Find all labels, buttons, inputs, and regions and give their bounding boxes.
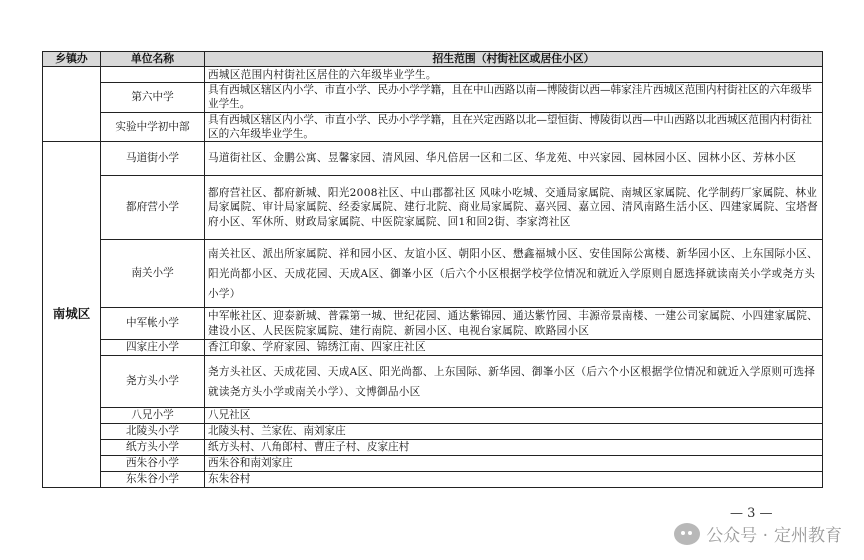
table-row [43, 112, 823, 141]
unit-cell: 四家庄小学 [101, 340, 205, 356]
table-row [43, 408, 823, 424]
unit-cell: 东朱谷小学 [101, 472, 205, 488]
scope-cell: 东朱谷村 [205, 472, 823, 488]
scope-cell: 都府营社区、都府新城、阳光2008社区、中山郡都社区 风味小吃城、交通局家属院、南城区家属院、化学制药厂家属院、林业局家属院、审计局家属院、经委家属院、建行北院、商业局家属院、嘉兴园、嘉立园、清风南路生活小区、四建家属院、宝塔督府小区、军休所、财政局家属院、中医院家属院、回1和回2街、李家湾社区 [205, 176, 823, 240]
table-row [43, 308, 823, 340]
unit-cell: 纸方头小学 [101, 440, 205, 456]
table-row [43, 424, 823, 440]
unit-cell: 第六中学 [101, 83, 205, 112]
wechat-icon [674, 523, 700, 545]
scope-cell: 西朱谷和南刘家庄 [205, 456, 823, 472]
table-row [43, 340, 823, 356]
unit-cell: 中军帐小学 [101, 308, 205, 340]
scope-cell: 尧方头社区、天成花园、天成A区、阳光尚都、上东国际、新华园、御峯小区（后六个小区根据学位情况和就近入学原则可选择就读尧方头小学或南关小学）、文博御品小区 [205, 356, 823, 408]
unit-cell [101, 67, 205, 83]
watermark [674, 521, 842, 546]
scope-cell: 马道街社区、金鹏公寓、昱馨家园、清风园、华凡倍居一区和二区、华龙苑、中兴家园、园林园小区、园林小区、芳林小区 [205, 142, 823, 176]
unit-cell: 都府营小学 [101, 176, 205, 240]
table-row [43, 440, 823, 456]
unit-cell: 马道街小学 [101, 142, 205, 176]
header-scope: 招生范围（村街社区或居住小区） [205, 52, 823, 67]
table-row [43, 142, 823, 176]
table-row [43, 240, 823, 308]
scope-cell: 中军帐社区、迎泰新城、普霖第一城、世纪花园、通达紫锦园、通达紫竹园、丰源帝景南楼、一建公司家属院、小四建家属院、建设小区、人民医院家属院、建行南院、新园小区、电视台家属院、欧路园小区 [205, 308, 823, 340]
scope-cell: 北陵头村、兰家佐、南刘家庄 [205, 424, 823, 440]
table-row [43, 456, 823, 472]
scope-cell: 八兄社区 [205, 408, 823, 424]
table-row [43, 67, 823, 83]
scope-cell: 西城区范围内村街社区居住的六年级毕业学生。 [205, 67, 823, 83]
unit-cell: 西朱谷小学 [101, 456, 205, 472]
watermark-prefix: 公众号 · [706, 526, 768, 546]
page-number: — 3 — [730, 506, 773, 521]
district-cell: 南城区 [43, 142, 101, 488]
district-cell-empty [43, 67, 101, 142]
watermark-name: 定州教育 [774, 526, 842, 546]
table-header-row [43, 52, 823, 67]
unit-cell: 北陵头小学 [101, 424, 205, 440]
unit-cell: 八兄小学 [101, 408, 205, 424]
enrollment-table [42, 51, 823, 488]
table-row [43, 83, 823, 112]
table-row [43, 176, 823, 240]
scope-cell: 纸方头村、八角郎村、曹庄子村、皮家庄村 [205, 440, 823, 456]
scope-cell: 具有西城区辖区内小学、市直小学、民办小学学籍，且在兴定西路以北—望恒街、博陵街以西—中山西路以北西城区范围内村街社区的六年级毕业学生。 [205, 112, 823, 141]
header-district: 乡镇办 [43, 52, 101, 67]
unit-cell: 尧方头小学 [101, 356, 205, 408]
scope-cell: 具有西城区辖区内小学、市直小学、民办小学学籍，且在中山西路以南—博陵街以西—韩家洼片西城区范围内村街社区的六年级毕业学生。 [205, 83, 823, 112]
table-row [43, 356, 823, 408]
header-unit: 单位名称 [101, 52, 205, 67]
unit-cell: 实验中学初中部 [101, 112, 205, 141]
unit-cell: 南关小学 [101, 240, 205, 308]
table-row [43, 472, 823, 488]
scope-cell: 南关社区、派出所家属院、祥和园小区、友谊小区、朝阳小区、懋鑫福城小区、安佳国际公寓楼、新华园小区、上东国际小区、阳光尚都小区、天成花园、天成A区、御峯小区（后六个小区根据学校学位情况和就近入学原则自愿选择就读南关小学或尧方头小学） [205, 240, 823, 308]
scope-cell: 香江印象、学府家园、锦绣江南、四家庄社区 [205, 340, 823, 356]
